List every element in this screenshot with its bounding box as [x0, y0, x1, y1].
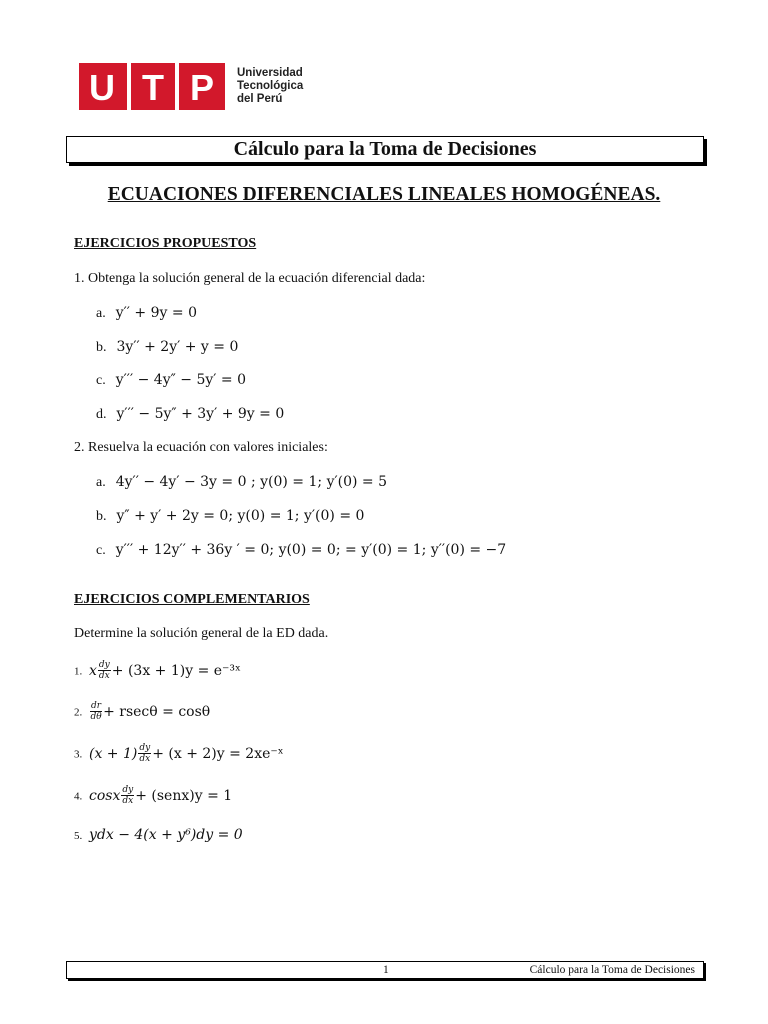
- derivative-fraction: [90, 701, 102, 722]
- comp-item-2: [74, 701, 210, 722]
- equation: y′′′ + 12y′′ + 36y ′ = 0; y(0) = 0; = y′(0) = 1; y′′(0) = −7: [115, 542, 507, 558]
- eq-prefix: x: [89, 662, 97, 679]
- equation: 4y′′ − 4y′ − 3y = 0 ; y(0) = 1; y′(0) = 5: [115, 474, 388, 490]
- eq-suffix: + (3x + 1)y = e⁻³ˣ: [111, 662, 241, 679]
- frac-den: dx: [122, 796, 134, 806]
- q2-item-b: [96, 508, 364, 525]
- logo-line-1: Universidad: [237, 67, 303, 79]
- question-2: 2. Resuelva la ecuación con valores iniciales:: [74, 440, 328, 455]
- eq-prefix: ydx − 4(x + y⁶)dy = 0: [89, 827, 243, 843]
- frac-den: dx: [139, 754, 151, 764]
- derivative-fraction: [98, 660, 111, 681]
- item-label: c.: [96, 543, 106, 558]
- item-label: 2.: [74, 706, 83, 719]
- equation: y′′ + 9y = 0: [115, 305, 197, 321]
- item-label: c.: [96, 373, 106, 388]
- equation: 3y′′ + 2y′ + y = 0: [116, 339, 239, 355]
- comp-item-1: [74, 660, 241, 681]
- frac-num: dy: [139, 743, 151, 753]
- item-label: 4.: [74, 790, 83, 803]
- eq-suffix: + (senx)y = 1: [135, 787, 233, 804]
- page-footer: [66, 961, 704, 979]
- item-label: a.: [96, 475, 106, 490]
- equation: [89, 660, 241, 681]
- item-label: a.: [96, 306, 106, 321]
- eq-suffix: + (x + 2)y = 2xe⁻ˣ: [152, 745, 284, 762]
- q2-item-a: [96, 474, 387, 491]
- frac-den: dθ: [90, 712, 102, 722]
- equation: y′′′ − 5y″ + 3y′ + 9y = 0: [116, 406, 285, 422]
- university-name: [237, 67, 303, 106]
- equation: [89, 701, 211, 722]
- q1-item-a: [96, 305, 197, 322]
- page-title: ECUACIONES DIFERENCIALES LINEALES HOMOGÉNEAS.: [107, 184, 661, 205]
- course-title: Cálculo para la Toma de Decisiones: [233, 138, 537, 160]
- comp-item-5: [74, 827, 243, 843]
- q1-item-b: [96, 339, 238, 356]
- section-heading-proposed: EJERCICIOS PROPUESTOS: [74, 236, 257, 251]
- item-label: b.: [96, 509, 107, 524]
- item-label: 5.: [74, 830, 83, 842]
- frac-num: dy: [122, 785, 134, 795]
- equation: [89, 743, 284, 764]
- logo-line-3: del Perú: [237, 93, 283, 105]
- logo-letter-p: P: [189, 67, 215, 108]
- section-heading-complementary: EJERCICIOS COMPLEMENTARIOS: [74, 592, 310, 607]
- utp-logo: [79, 63, 303, 110]
- item-label: b.: [96, 340, 107, 355]
- derivative-fraction: [138, 743, 151, 764]
- frac-den: dx: [98, 671, 110, 681]
- frac-num: dy: [98, 660, 110, 670]
- logo-letter-t: T: [142, 67, 164, 108]
- derivative-fraction: [121, 785, 134, 806]
- equation: y′′′ − 4y″ − 5y′ = 0: [115, 372, 247, 388]
- course-title-box: [66, 136, 704, 163]
- complementary-intro: Determine la solución general de la ED dada.: [74, 626, 329, 641]
- equation: [89, 785, 233, 806]
- item-label: 1.: [74, 665, 83, 678]
- q2-item-c: [96, 542, 506, 559]
- frac-num: dr: [91, 701, 102, 711]
- item-label: 3.: [74, 748, 83, 761]
- page-number: 1: [383, 964, 389, 976]
- question-1: 1. Obtenga la solución general de la ecuación diferencial dada:: [74, 271, 426, 286]
- utp-letters-graphic: [79, 63, 225, 110]
- comp-item-4: [74, 785, 232, 806]
- logo-letter-u: U: [89, 67, 115, 108]
- logo-line-2: Tecnológica: [237, 80, 304, 92]
- item-label: d.: [96, 407, 107, 422]
- comp-item-3: [74, 743, 284, 764]
- q1-item-c: [96, 372, 246, 389]
- equation: y″ + y′ + 2y = 0; y(0) = 1; y′(0) = 0: [116, 508, 365, 524]
- eq-suffix: + rsecθ = cosθ: [103, 703, 211, 720]
- q1-item-d: [96, 406, 284, 423]
- utp-logo-mark: [79, 63, 225, 110]
- eq-prefix: (x + 1): [89, 745, 138, 762]
- eq-prefix: cosx: [89, 787, 121, 804]
- footer-course-title: Cálculo para la Toma de Decisiones: [529, 964, 695, 976]
- equation: [89, 827, 243, 843]
